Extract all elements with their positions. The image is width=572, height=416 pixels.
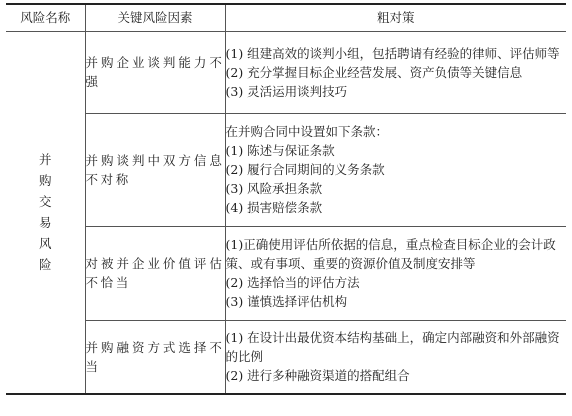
- risk-name-cell: [6, 31, 85, 394]
- risk-name-text: 并购交易风险: [38, 152, 52, 273]
- measure-item: (3) 谨慎选择评估机构: [225, 294, 348, 309]
- table-row: [6, 320, 566, 394]
- measure-item: (1) 组建高效的谈判小组，包括聘请有经验的律师、评估师等: [225, 45, 560, 61]
- header-row: [6, 4, 566, 31]
- table-body: [6, 31, 566, 394]
- header-countermeasures: 粗对策: [225, 4, 566, 31]
- factor-cell: 并购谈判中双方信息不对称: [85, 113, 225, 226]
- header-risk-name: 风险名称: [6, 4, 85, 31]
- table-row: [6, 31, 566, 113]
- measures-cell: [225, 113, 566, 226]
- measure-item: (2) 选择恰当的评估方法: [225, 275, 360, 290]
- table-header: [6, 4, 566, 31]
- measure-item: (1)正确使用评估所依据的信息，重点检查目标企业的会计政策、或有事项、重要的资源价值及制度安排等: [225, 237, 556, 271]
- risk-table: [6, 3, 566, 395]
- measures-cell: [225, 226, 566, 320]
- measure-item: (2) 履行合同期间的义务条款: [225, 162, 385, 177]
- factor-cell: 并购企业谈判能力不强: [85, 31, 225, 113]
- measure-item: (3) 风险承担条款: [225, 181, 323, 196]
- measure-item: (1) 在设计出最优资本结构基础上，确定内部融资和外部融资的比例: [225, 330, 560, 365]
- measure-item: (3) 灵活运用谈判技巧: [225, 83, 348, 99]
- measure-item: (4) 损害赔偿条款: [225, 200, 323, 215]
- table-row: [6, 113, 566, 226]
- header-key-factor: 关键风险因素: [85, 4, 225, 31]
- measure-item: 在并购合同中设置如下条款：: [225, 124, 389, 139]
- measures-cell: [225, 320, 566, 394]
- measure-item: (1) 陈述与保证条款: [225, 143, 335, 158]
- measure-item: (2) 充分掌握目标企业经营发展、资产负债等关键信息: [225, 64, 523, 80]
- factor-cell: 对被并企业价值评估不恰当: [85, 226, 225, 320]
- measure-item: (2) 进行多种融资渠道的搭配组合: [225, 368, 410, 384]
- factor-cell: 并购融资方式选择不当: [85, 320, 225, 394]
- measures-cell: [225, 31, 566, 113]
- table-row: [6, 226, 566, 320]
